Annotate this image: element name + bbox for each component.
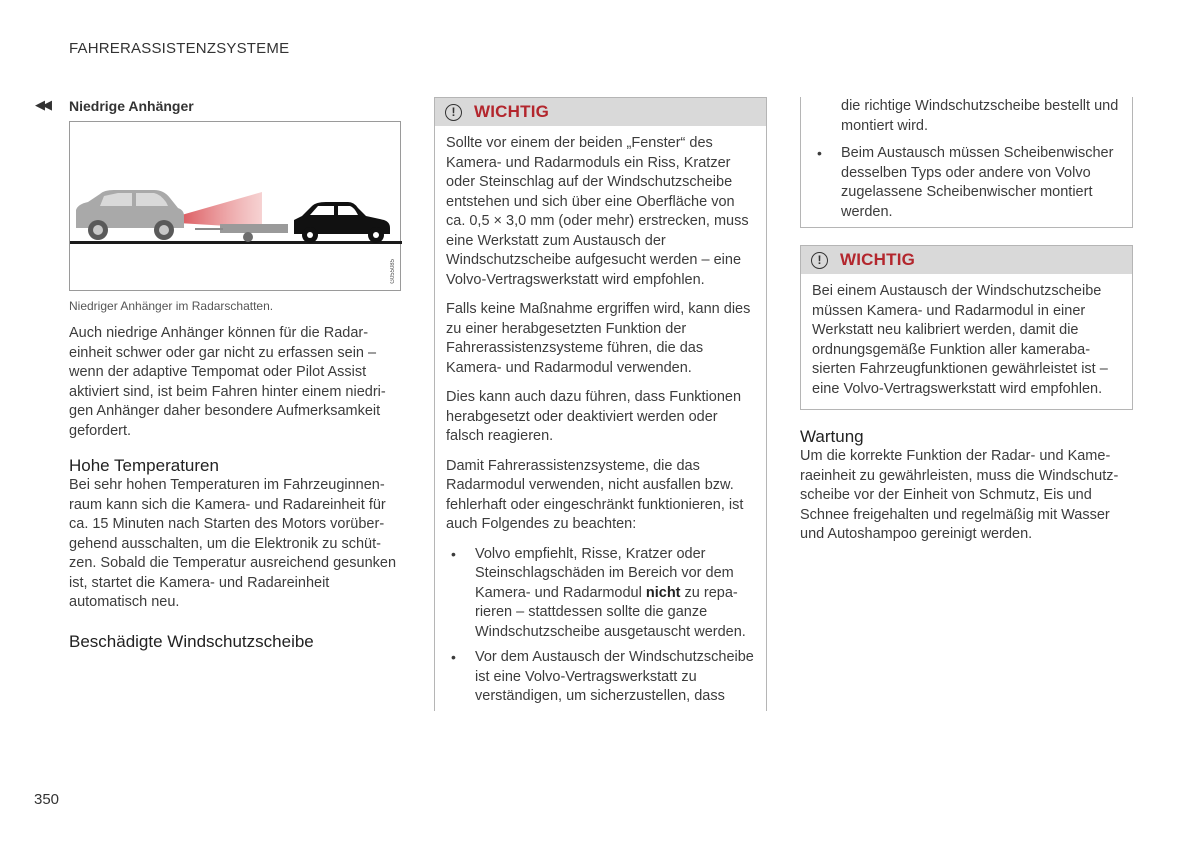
warning-title: WICHTIG <box>840 250 916 269</box>
warning-paragraph-4: Damit Fahrerassistenzsysteme, die das Radarmodul verwenden, nicht ausfallen bzw. fehlerhaft oder eingeschränkt funktionieren, ist auch Folgendes zu beachten: <box>446 457 744 532</box>
column-left <box>35 97 403 652</box>
warning-body <box>801 274 1132 399</box>
warning-body <box>435 126 766 707</box>
column-right <box>800 97 1133 555</box>
list-item: • Vor dem Austausch der Windschutzscheibe ist eine Volvo-Vertragswerkstatt zu verständigen, um sicherzustellen, dass <box>451 649 754 704</box>
warning-box-continuation <box>800 97 1133 228</box>
warning-paragraph-1: Bei einem Austausch der Windschutzscheibe müssen Kamera- und Radarmodul in einer Werkstatt neu kalibriert werden, damit die ordnungsgemäße Funktion aller kamerabasierten Fahrzeugfunktionen gewährleistet ist – eine Volvo-Vertragswerkstatt wird empfohlen. <box>812 283 1108 397</box>
figure-code: G055085 <box>390 259 396 284</box>
exclamation-icon: ! <box>445 104 462 121</box>
page-number: 350 <box>34 791 60 808</box>
paragraph-low-trailers: Auch niedrige Anhänger können für die Radareinheit schwer oder gar nicht zu erfassen sein – wenn der adaptive Tempomat oder Pilot Assist aktiviert sind, ist beim Fahren hinter einem niedrigen Anhänger daher besondere Aufmerksamkeit gefordert. <box>69 325 386 439</box>
trailer-drawbar <box>195 228 223 230</box>
figure-caption: Niedriger Anhänger im Radarschatten. <box>69 299 274 313</box>
list-item: die richtige Windschutzscheibe bestellt und montiert wird. <box>841 98 1119 134</box>
continuation-marker-icon: ◀◀ <box>35 97 49 112</box>
bullet-icon: • <box>817 145 822 161</box>
list-item: • Beim Austausch müssen Scheibenwischer desselben Typs oder andere von Volvo zugelassene Scheibenwischer montiert werden. <box>817 145 1114 220</box>
heading-high-temperatures: Hohe Temperaturen <box>69 456 219 475</box>
warning-paragraph-2: Falls keine Maßnahme ergriffen wird, kann dies zu einer herabgesetzten Funktion der Fahrerassistenzsysteme führen, die das Kamera- und Radarmodul verwenden. <box>446 301 751 376</box>
column-middle <box>434 97 767 711</box>
section-header: FAHRERASSISTENZSYSTEME <box>69 40 290 57</box>
trailer-body <box>220 224 288 233</box>
ground-line <box>70 241 402 244</box>
warning-header <box>801 246 1132 274</box>
warning-paragraph-3: Dies kann auch dazu führen, dass Funktionen herabgesetzt oder deaktiviert werden oder falsch reagieren. <box>446 389 742 444</box>
warning-title: WICHTIG <box>474 102 550 121</box>
warning-header <box>435 98 766 126</box>
trailer-wheel <box>243 232 253 242</box>
warning-paragraph-1: Sollte vor einem der beiden „Fenster“ des Kamera- und Radarmoduls ein Riss, Kratzer oder Steinschlag auf der Windschutzscheibe entstehen und sich über eine Oberfläche von ca. 0,5 × 3,0 mm (oder mehr) erstrecken, muss eine Werkstatt zum Austausch der Windschutzscheibe aufgesucht werden – eine Volvo-Vertragswerkstatt wird empfohlen. <box>446 135 749 288</box>
bullet-icon: • <box>451 649 456 665</box>
paragraph-maintenance: Um die korrekte Funktion der Radar- und Kameraeinheit zu gewährleisten, muss die Windschutzscheibe vor der Einheit von Schmutz, Eis und Schnee freigehalten und regelmäßig mit Wasser und Autoshampoo gereinigt werden. <box>800 448 1119 542</box>
warning-bullet-list-continued <box>812 97 1122 222</box>
warning-box-calibration <box>800 245 1133 410</box>
radar-beam <box>178 192 262 228</box>
list-item: • Volvo empfiehlt, Risse, Kratzer oder Steinschlagschäden im Bereich vor dem Kamera- und Radarmodul nicht zu reparieren – stattdessen sollte die ganze Windschutzscheibe ausgetauscht werden. <box>451 545 746 640</box>
heading-damaged-windshield: Beschädigte Windschutzscheibe <box>69 631 314 651</box>
sub-heading-low-trailers: Niedrige Anhänger <box>69 98 194 114</box>
warning-box-windshield <box>434 97 767 711</box>
paragraph-high-temperatures: Bei sehr hohen Temperaturen im Fahrzeuginnenraum kann sich die Kamera- und Radareinheit für ca. 15 Minuten nach Starten des Motors vorübergehend ausschalten, um die Elektronik zu schützen. Sobald die Temperatur ausreichend gesunken ist, startet die Kamera- und Radareinheit automatisch neu. <box>69 477 397 610</box>
radar-shadow-illustration <box>70 122 402 292</box>
bullet-icon: • <box>451 545 456 562</box>
figure-radar-shadow <box>69 121 401 291</box>
exclamation-icon: ! <box>811 252 828 269</box>
heading-maintenance: Wartung <box>800 427 864 446</box>
warning-bullet-list <box>446 545 756 707</box>
